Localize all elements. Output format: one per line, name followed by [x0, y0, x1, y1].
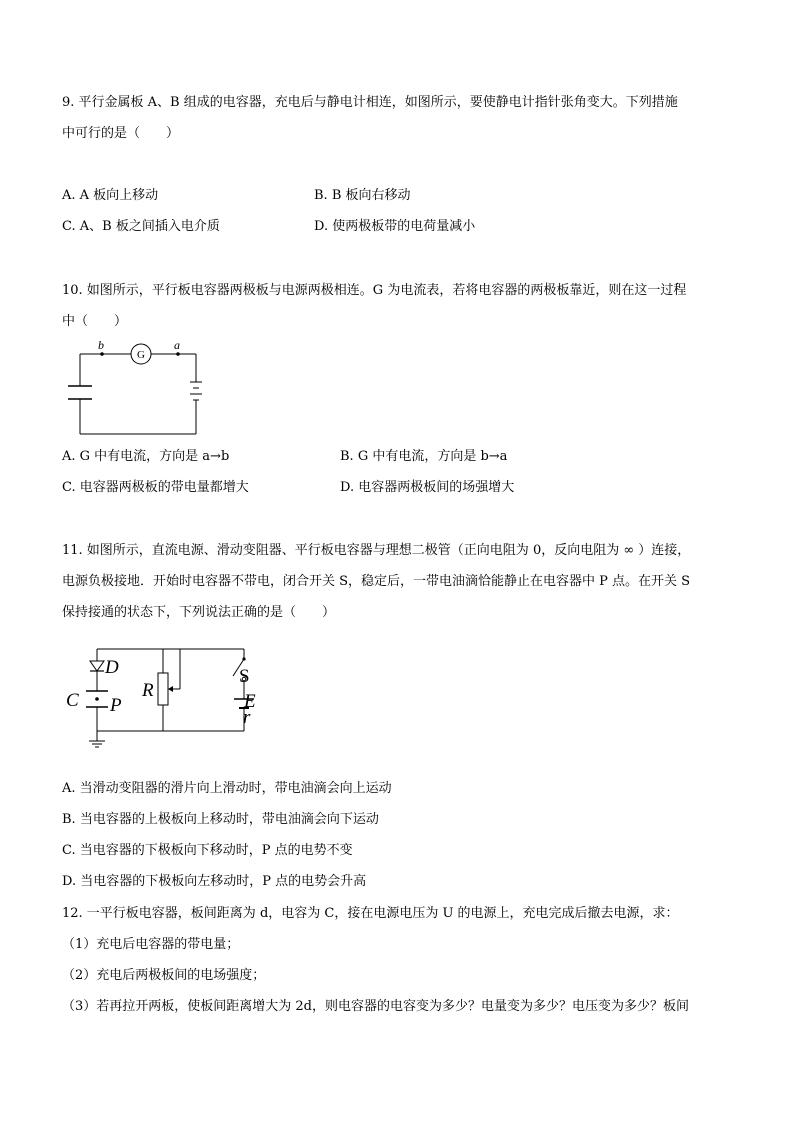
- q10-stem-line-2: 中（ ）: [62, 314, 128, 329]
- q12-stem: 12. 一平行板电容器，板间距离为 d，电容为 C，接在电源电压为 U 的电源上，充电完成后撤去电源，求：: [62, 906, 679, 921]
- q11-label-p: P: [110, 695, 122, 716]
- q9-option-a[interactable]: A. A 板向上移动: [62, 188, 159, 203]
- q9-option-c[interactable]: C. A、B 板之间插入电介质: [62, 219, 220, 234]
- q11-label-c: C: [66, 690, 79, 711]
- q9-stem-line-2: 中可行的是（ ）: [62, 126, 180, 141]
- q11-option-c[interactable]: C. 当电容器的下极板向下移动时，P 点的电势不变: [62, 843, 353, 858]
- q11-circuit-diagram: [62, 645, 272, 757]
- q10-label-b: b: [98, 338, 104, 352]
- q11-label-e: E: [244, 691, 256, 712]
- q10-option-a[interactable]: A. G 中有电流，方向是 a→b: [62, 449, 230, 464]
- q12-part-3: （3）若再拉开两板，使板间距离增大为 2d，则电容器的电容变为多少？电量变为多少？电压变为多少？板间: [62, 999, 689, 1014]
- q10-label-g: G: [137, 349, 145, 361]
- q11-label-s: S: [239, 666, 250, 687]
- q11-option-b[interactable]: B. 当电容器的上极板向上移动时，带电油滴会向下运动: [62, 812, 379, 827]
- q10-option-b[interactable]: B. G 中有电流，方向是 b→a: [340, 449, 508, 464]
- q9-stem-line-1: 9. 平行金属板 A、B 组成的电容器，充电后与静电计相连，如图所示，要使静电计指针张角变大。下列措施: [62, 95, 678, 110]
- q11-stem-line-1: 11. 如图所示，直流电源、滑动变阻器、平行板电容器与理想二极管（正向电阻为 0，反向电阻为 ∞ ）连接，: [62, 543, 691, 558]
- q10-stem-line-1: 10. 如图所示，平行板电容器两极板与电源两极相连。G 为电流表，若将电容器的两极板靠近，则在这一过程: [62, 283, 687, 298]
- q11-label-d: D: [105, 657, 119, 678]
- q11-option-a[interactable]: A. 当滑动变阻器的滑片向上滑动时，带电油滴会向上运动: [62, 781, 392, 796]
- q11-label-r-lower: r: [243, 707, 251, 728]
- q11-stem-line-3: 保持接通的状态下，下列说法正确的是（ ）: [62, 605, 336, 620]
- q12-part-2: （2）充电后两极板间的电场强度；: [62, 968, 266, 983]
- q11-label-r-upper: R: [142, 680, 154, 701]
- q12-part-1: （1）充电后电容器的带电量；: [62, 937, 240, 952]
- q9-option-b[interactable]: B. B 板向右移动: [314, 188, 411, 203]
- q10-option-c[interactable]: C. 电容器两极板的带电量都增大: [62, 480, 249, 495]
- q11-option-d[interactable]: D. 当电容器的下极板向左移动时，P 点的电势会升高: [62, 874, 367, 889]
- q11-stem-line-2: 电源负极接地．开始时电容器不带电，闭合开关 S，稳定后，一带电油滴恰能静止在电容器中 P 点。在开关 S: [62, 574, 691, 589]
- q10-label-a: a: [174, 338, 180, 352]
- q10-circuit-diagram: [60, 336, 220, 440]
- q10-option-d[interactable]: D. 电容器两极板间的场强增大: [340, 480, 515, 495]
- q9-option-d[interactable]: D. 使两极板带的电荷量减小: [314, 219, 476, 234]
